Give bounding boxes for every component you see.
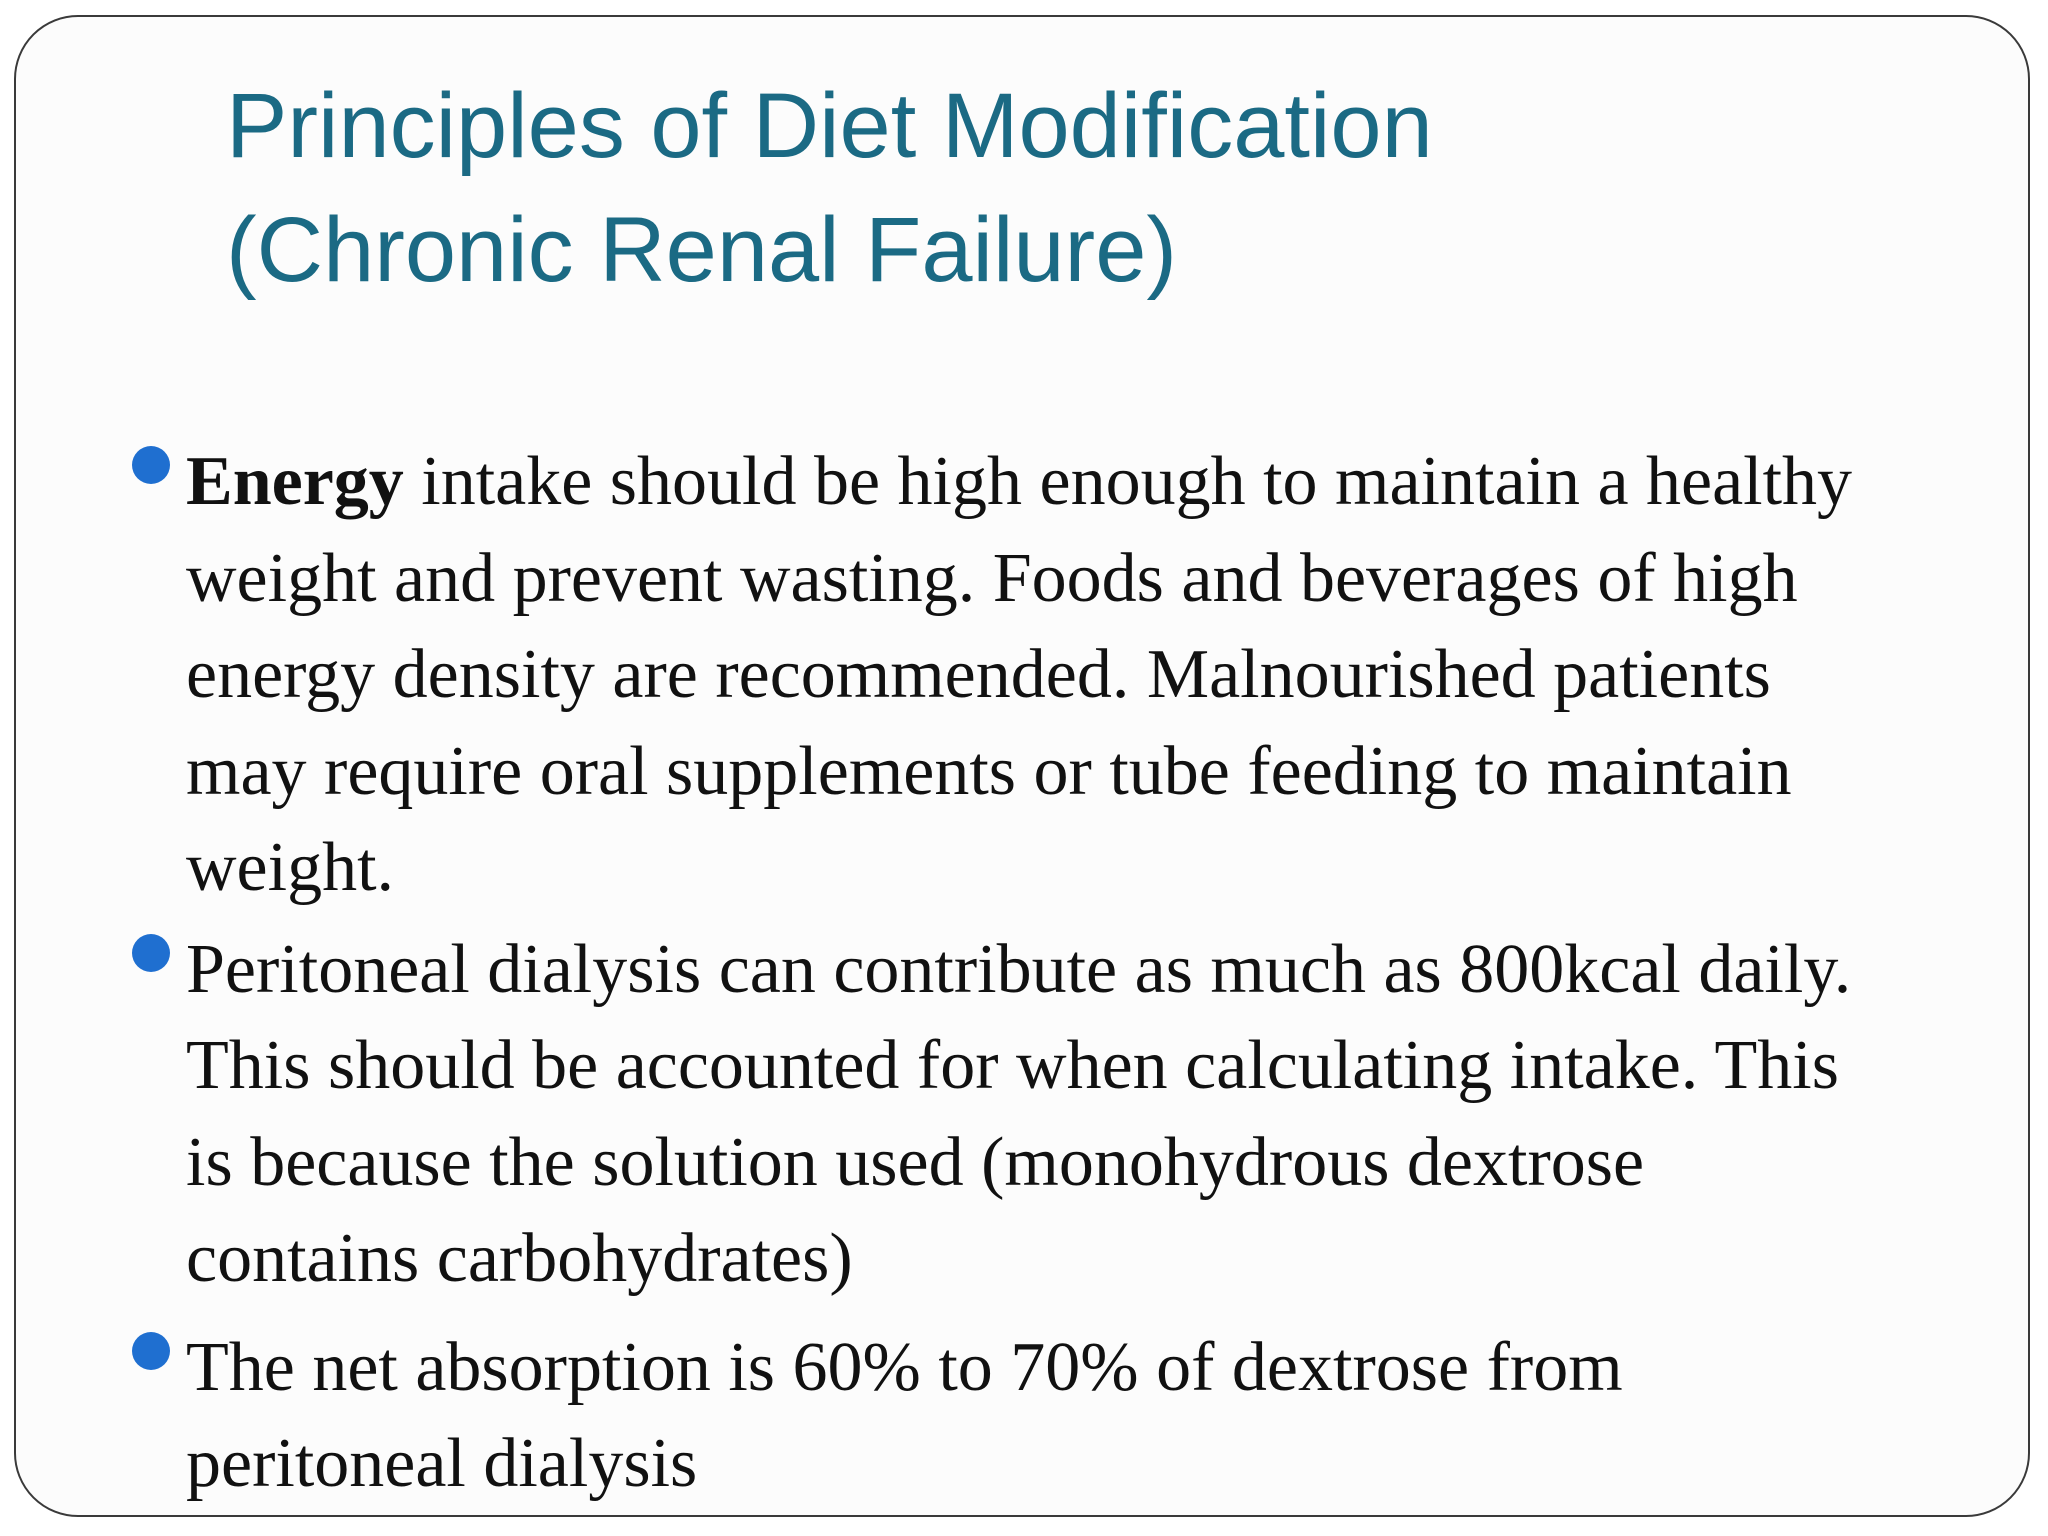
bullet-3-line-1: The net absorption is 60% to 70% of dextrose from (186, 1328, 1623, 1406)
bullet-1-line-1-text: intake should be high enough to maintain a healthy (403, 443, 1853, 520)
bullet-1-line-1 (186, 434, 2008, 531)
slide-title-line-2: (Chronic Renal Failure) (226, 199, 1177, 301)
bullet-1-line-4: may require oral supplements or tube feeding to maintain (186, 732, 1792, 810)
slide-title-line-1: Principles of Diet Modification (226, 75, 1433, 177)
bullet-2-line-1: Peritoneal dialysis can contribute as much as 800kcal daily. (186, 930, 1852, 1008)
bullet-3-line-2: peritoneal dialysis (186, 1425, 698, 1502)
bullet-item-net-absorption (128, 1320, 2008, 1513)
bullet-icon (132, 1332, 170, 1370)
bullet-icon (132, 446, 170, 484)
bullet-2-line-3: is because the solution used (monohydrous dextrose (186, 1123, 1645, 1201)
bullet-1-line-5: weight. (186, 829, 395, 906)
bullet-icon (132, 934, 170, 972)
bullet-1-line-3: energy density are recommended. Malnourished patients (186, 636, 1771, 713)
bullet-1-line-2: weight and prevent wasting. Foods and beverages of high (186, 539, 1798, 617)
bullet-item-peritoneal-dialysis (128, 922, 2008, 1308)
bullet-item-energy (128, 434, 2008, 917)
bullet-list (128, 434, 2008, 1513)
bullet-1-lead-term: Energy (186, 443, 404, 520)
bullet-2-line-4: contains carbohydrates) (186, 1220, 853, 1297)
slide-title (226, 64, 1926, 312)
bullet-2-line-2: This should be accounted for when calculating intake. This (186, 1027, 1839, 1104)
